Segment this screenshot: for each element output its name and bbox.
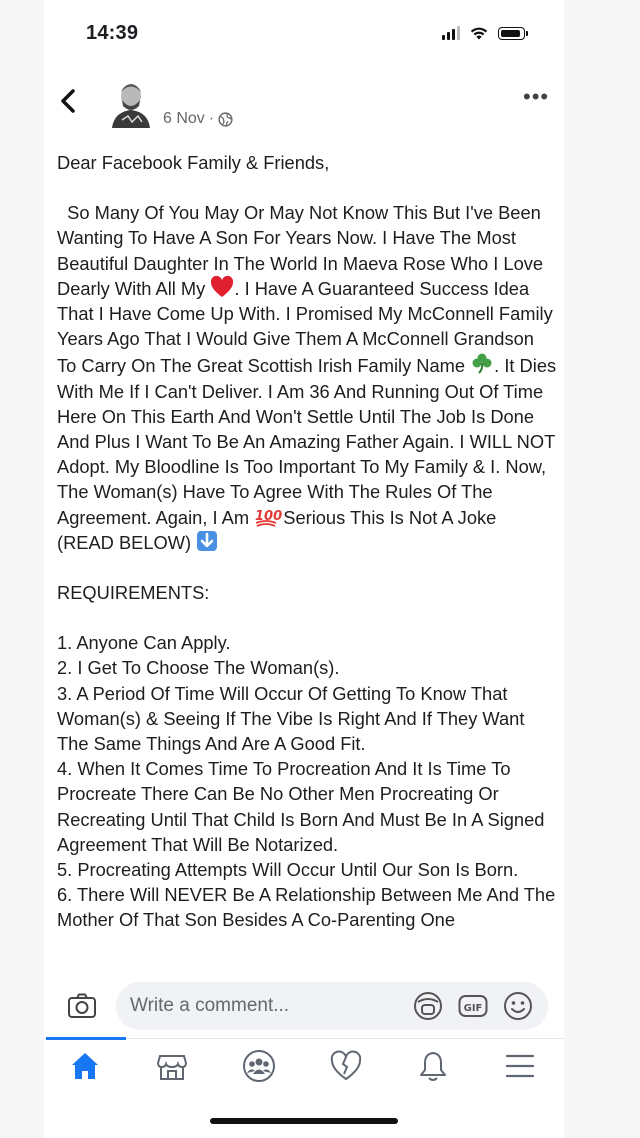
- menu-icon[interactable]: [503, 1048, 537, 1084]
- back-chevron-icon[interactable]: [60, 88, 76, 120]
- content-fade: [44, 948, 564, 976]
- requirement-item: 3. A Period Of Time Will Occur Of Getting To Know That Woman(s) & Seeing If The Vibe Is Right And If They Want The Same Things And Are A Good Fit.: [57, 682, 525, 755]
- groups-icon[interactable]: [242, 1048, 276, 1084]
- battery-icon: [498, 27, 525, 40]
- post-text-4: Serious This Is Not A Joke (READ BELOW): [57, 506, 497, 553]
- down-arrow-icon: [196, 530, 218, 552]
- comment-placeholder: Write a comment...: [130, 995, 290, 1016]
- post-paragraph: [57, 200, 557, 555]
- dating-heart-icon[interactable]: [329, 1048, 363, 1084]
- hundred-points-icon: [254, 505, 283, 527]
- red-heart-icon: [210, 276, 234, 298]
- home-indicator: [210, 1118, 398, 1124]
- post-text-3: . It Dies With Me If I Can't Deliver. I Am 36 And Running Out Of Time Here On This Earth And Won't Settle Until The Job Is Done And Plus I Want To Be An Amazing Father Again. I WILL NOT Adopt. My Bloodline Is Too Important To My Family & I. Now, The Woman(s) Have To Agree With The Rules Of The Agreement. Again, I Am: [57, 355, 557, 528]
- status-time: 14:39: [86, 22, 139, 44]
- status-icons: [442, 26, 525, 40]
- requirement-item: 5. Procreating Attempts Will Occur Until Our Son Is Born.: [57, 859, 519, 881]
- camera-icon[interactable]: [66, 990, 98, 1022]
- right-margin: [564, 0, 640, 1138]
- requirements-title: REQUIREMENTS:: [57, 582, 210, 604]
- post-text-1: So Many Of You May Or May Not Know This But I've Been Wanting To Have A Son For Years Now. I Have The Most Beautiful Daughter In The World In Maeva Rose Who I Love Dearly With All My: [57, 202, 544, 299]
- post-date[interactable]: 6 Nov: [163, 110, 205, 127]
- avatar[interactable]: [108, 76, 154, 128]
- tab-bar: [44, 1038, 564, 1099]
- wifi-icon: [470, 26, 488, 40]
- left-margin: [0, 0, 44, 1138]
- meta-separator: ·: [208, 110, 215, 127]
- marketplace-icon[interactable]: [155, 1048, 189, 1084]
- cellular-signal-icon: [442, 26, 460, 40]
- post-body: [57, 150, 557, 933]
- active-tab-indicator: [46, 1037, 126, 1040]
- svg-text:100: 100: [255, 508, 283, 524]
- requirement-item: 1. Anyone Can Apply.: [57, 632, 231, 654]
- post-text-2: . I Have A Guaranteed Success Idea That I Have Come Up With. I Promised My McConnell Family Years Ago That I Would Give Them A McConnell Grandson To Carry On The Great Scottish Irish Family Name: [57, 277, 553, 377]
- gif-icon[interactable]: [457, 990, 489, 1022]
- svg-text:GIF: GIF: [463, 1003, 483, 1014]
- shamrock-icon: [470, 351, 494, 375]
- post-meta: [163, 110, 233, 128]
- home-icon[interactable]: [68, 1048, 102, 1084]
- avatar-sticker-icon[interactable]: [412, 990, 444, 1022]
- emoji-icon[interactable]: [502, 990, 534, 1022]
- globe-icon: [218, 112, 233, 127]
- requirement-item: 6. There Will NEVER Be A Relationship Between Me And The Mother Of That Son Besides A Co-Parenting One: [57, 884, 556, 931]
- more-options-icon[interactable]: •••: [523, 84, 550, 109]
- requirement-item: 2. I Get To Choose The Woman(s).: [57, 657, 340, 679]
- notifications-bell-icon[interactable]: [416, 1048, 450, 1084]
- post-greeting: Dear Facebook Family & Friends,: [57, 152, 330, 173]
- requirement-item: 4. When It Comes Time To Procreation And It Is Time To Procreate There Can Be No Other Men Procreating Or Recreating Until That Child Is Born And Must Be In A Signed Agreement That Will Be Notarized.: [57, 758, 545, 855]
